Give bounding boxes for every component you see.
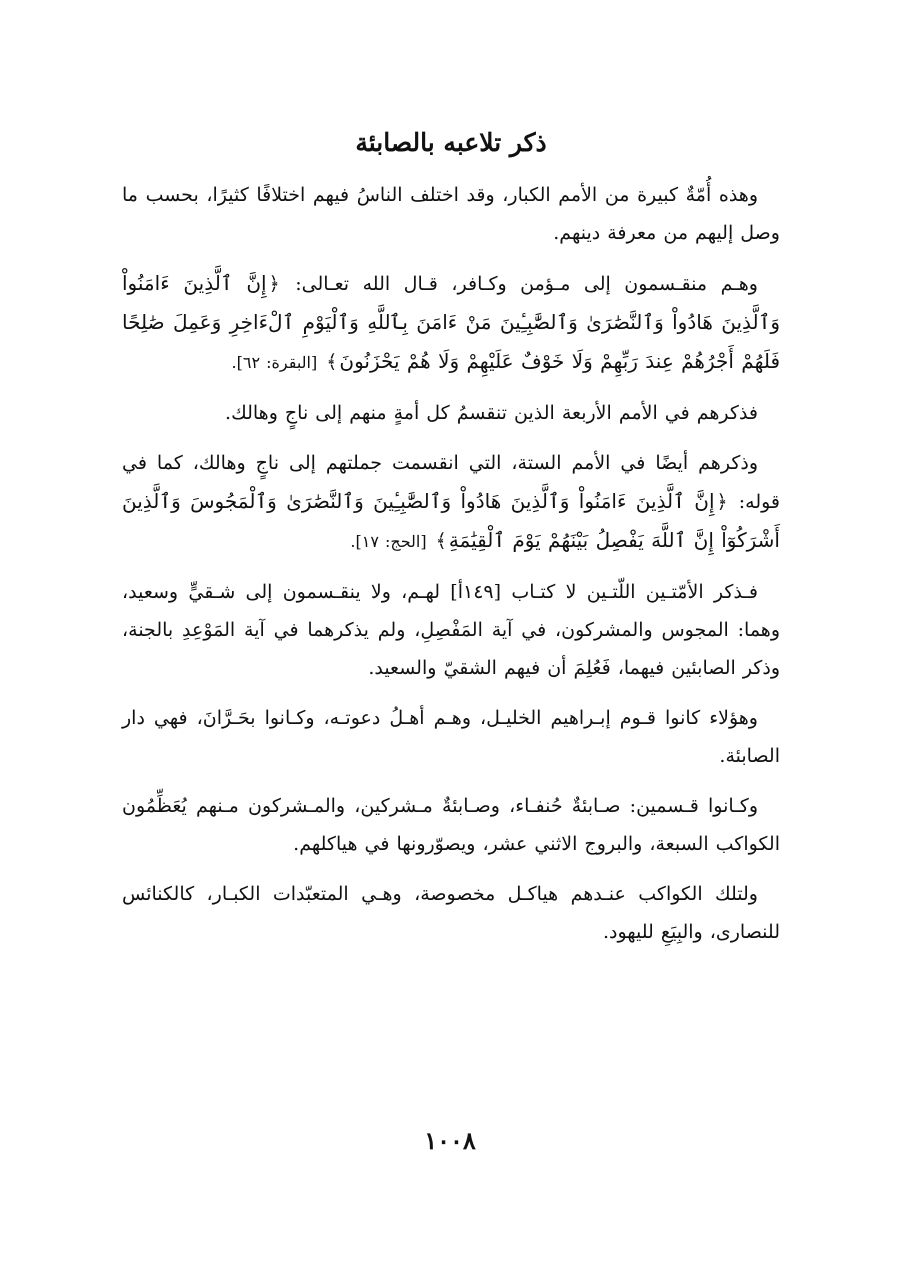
quran-verse-baqarah: إِنَّ ٱلَّذِينَ ءَامَنُواْ وَٱلَّذِينَ هَادُواْ وَٱلنَّصَٰرَىٰ وَٱلصَّٰبِـِٔينَ مَنْ ءَامَنَ بِٱللَّهِ وَٱلْيَوْمِ ٱلْءَاخِرِ وَعَمِلَ صَٰلِحًا فَلَهُمْ أَجْرُهُمْ عِندَ رَبِّهِمْ وَلَا خَوْفٌ عَلَيْهِمْ وَلَا هُمْ يَحْزَنُونَ (122, 271, 780, 373)
paragraph-ibrahim-people: وهؤلاء كانوا قـوم إبـراهيم الخليـل، وهـم أهـلُ دعوتـه، وكـانوا بحَـرَّانَ، فهي دار الصابئة. (122, 707, 780, 767)
paragraph-two-sections: وكـانوا قـسمين: صـابئةٌ حُنفـاء، وصـابئةٌ مـشركين، والمـشركون مـنهم يُعَظِّمُون الكواكب السبعة، والبروج الاثني عشر، ويصوّرونها في هياكلهم. (122, 795, 780, 855)
paragraph-text: وذكرهم أيضًا في الأمم الستة، التي انقسمت جملتهم إلى ناجٍ وهالك، كما في قوله: (122, 452, 781, 513)
verse-reference: [الحج: ١٧]. (350, 532, 427, 551)
verse-open-ornament: ﴿ (716, 491, 728, 513)
paragraph-intro: وهذه أُمّةٌ كبيرة من الأمم الكبار، وقد اختلف الناسُ فيهم اختلافًا كثيرًا، بحسب ما وصل إليهم من معرفة دينهم. (122, 184, 780, 244)
paragraph-two-nations: فـذكر الأمّتـين اللّتـين لا كتـاب [١٤٩أ] لهـم، ولا ينقـسمون إلى شـقيٍّ وسعيد، وهما: المجوس والمشركون، في آية المَفْصِلِ، ولم يذكرهما في آية المَوْعِدِ بالجنة، وذكر الصابئين فيهما، فَعُلِمَ أن فيهم الشقيّ والسعيد. (122, 581, 781, 679)
paragraph-text: وهـم منقـسمون إلى مـؤمن وكـافر، قـال الله تعـالى: (295, 273, 758, 295)
paragraph-quran-baqarah (122, 264, 780, 382)
paragraph-four-nations: فذكرهم في الأمم الأربعة الذين تنقسمُ كل أمةٍ منهم إلى ناجٍ وهالك. (225, 402, 758, 424)
page-number: ١٠٠٨ (424, 1126, 476, 1155)
verse-open-ornament: ﴿ (268, 273, 280, 295)
paragraph-temples: ولتلك الكواكب عنـدهم هياكـل مخصوصة، وهـي المتعبّدات الكبـار، كالكنائس للنصارى، والبِيَعِ لليهود. (122, 883, 780, 943)
verse-close-ornament: ﴾ (326, 351, 338, 373)
page-content (122, 120, 780, 963)
verse-reference: [البقرة: ٦٢]. (231, 353, 318, 372)
chapter-title: ذكر تلاعبه بالصابئة (355, 128, 547, 157)
verse-close-ornament: ﴾ (435, 530, 447, 552)
paragraph-quran-hajj (122, 444, 780, 561)
quran-verse-hajj: إِنَّ ٱلَّذِينَ ءَامَنُواْ وَٱلَّذِينَ هَادُواْ وَٱلصَّٰبِـِٔينَ وَٱلنَّصَٰرَىٰ وَٱلْمَجُوسَ وَٱلَّذِينَ أَشْرَكُوٓاْ إِنَّ ٱللَّهَ يَفْصِلُ بَيْنَهُمْ يَوْمَ ٱلْقِيَٰمَةِ (122, 489, 780, 552)
